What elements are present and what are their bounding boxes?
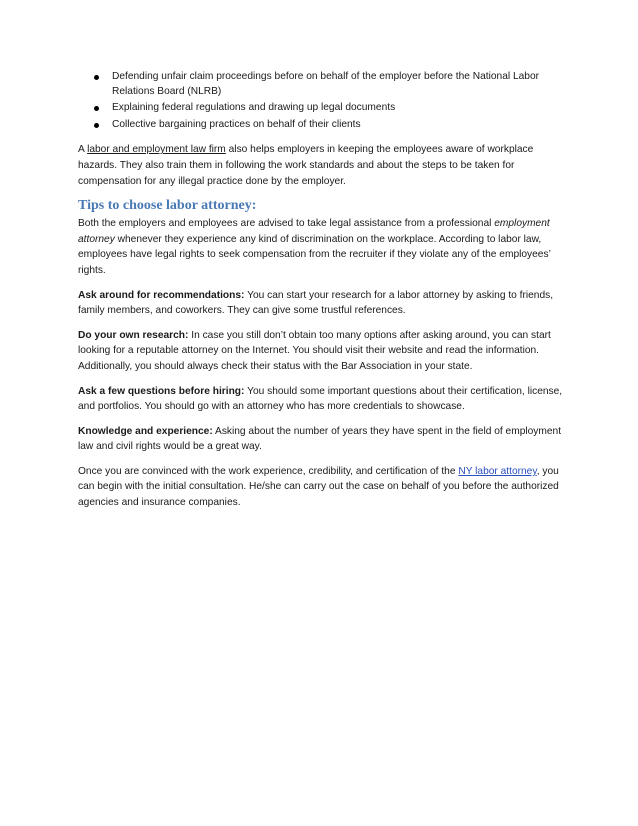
ny-labor-attorney-link[interactable]: NY labor attorney <box>458 465 537 477</box>
tip-paragraph-recommendations: Ask around for recommendations: You can start your research for a labor attorney by asking to friends, family members, and coworkers. They can give some trustful references. <box>78 289 554 317</box>
employment-attorney-emphasis: employment attorney <box>78 218 550 245</box>
list-item: Explaining federal regulations and drawing up legal documents <box>112 101 570 116</box>
tip-paragraph-research: Do your own research: In case you still don’t obtain too many options after asking around, you can start looking for a reputable attorney on the Internet. You should visit their website and read the information. Additionally, you should always check their status with the Bar Association in your state. <box>78 329 551 372</box>
tip-label: Knowledge and experience: <box>78 425 213 437</box>
section-heading: Tips to choose labor attorney: <box>78 198 257 214</box>
list-item: Defending unfair claim proceedings before on behalf of the employer before the National Labor Relations Board (NLRB) <box>112 70 570 99</box>
tip-paragraph-experience: Knowledge and experience: Asking about the number of years they have spent in the field of employment law and civil rights would be a great way. <box>78 425 562 453</box>
closing-paragraph: Once you are convinced with the work experience, credibility, and certification of the NY labor attorney, you can begin with the initial consultation. He/she can carry out the case on behalf of you before the authorized agencies and insurance companies. <box>78 465 559 509</box>
tip-label: Do your own research: <box>78 329 189 341</box>
bullet-icon <box>94 106 99 111</box>
intro-paragraph: A labor and employment law firm also helps employers in keeping the employees aware of workplace hazards. They also train them in following the work standards and about the steps to be taken for compensation for any illegal practice done by the employer. <box>78 144 534 187</box>
bullet-icon <box>94 123 99 128</box>
tip-label: Ask around for recommendations: <box>78 289 245 301</box>
tip-paragraph-questions: Ask a few questions before hiring: You should some important questions about their certification, license, and portfolios. You should go with an attorney who has more credentials to showcase. <box>78 385 563 413</box>
advice-paragraph: Both the employers and employees are advised to take legal assistance from a professional employment attorney whenever they experience any kind of discrimination on the workplace. According to labor law, employees have legal rights to seek compensation from the recruiter if they violate any of the employees’ rights. <box>78 218 551 276</box>
tip-label: Ask a few questions before hiring: <box>78 385 245 397</box>
bullet-list <box>78 70 570 132</box>
law-firm-link[interactable]: labor and employment law firm <box>87 144 226 156</box>
bullet-icon <box>94 75 99 80</box>
list-item: Collective bargaining practices on behalf of their clients <box>112 118 570 133</box>
